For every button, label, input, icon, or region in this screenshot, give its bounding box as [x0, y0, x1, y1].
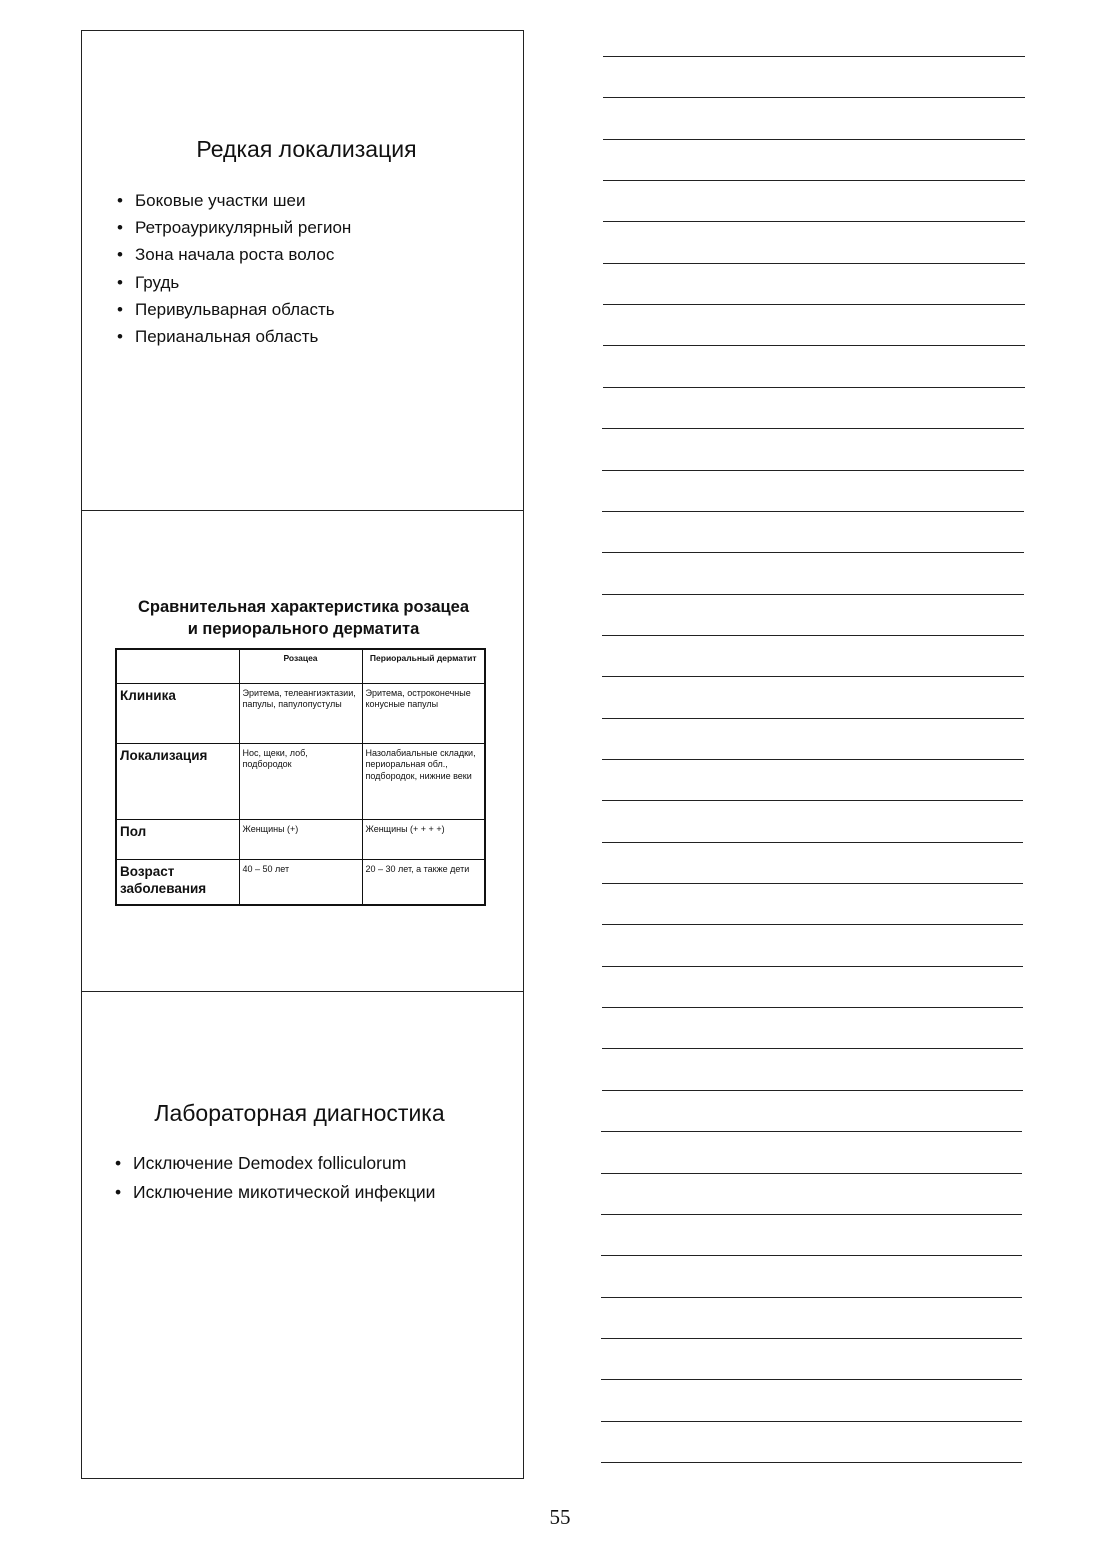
table-row [116, 859, 485, 905]
slide-lab-diagnostics [82, 992, 523, 1480]
slide-title: Редкая локализация [196, 136, 417, 162]
note-line [601, 1421, 1022, 1422]
note-line [602, 1007, 1023, 1008]
note-line [602, 883, 1023, 884]
list-item: • Перианальная область [115, 323, 351, 350]
bullet-list [115, 187, 351, 350]
header-cell-rosacea: Розацеа [239, 649, 362, 683]
note-line [601, 1379, 1022, 1380]
table-cell: 20 – 30 лет, а также дети [362, 859, 485, 905]
note-line [602, 1048, 1023, 1049]
note-line [602, 428, 1024, 429]
table-cell: Эритема, телеангиэктазии, папулы, папулопустулы [239, 683, 362, 743]
note-line [602, 966, 1023, 967]
table-header-row [116, 649, 485, 683]
note-line [603, 56, 1025, 57]
list-item: • Исключение Demodex folliculorum [113, 1149, 435, 1178]
note-line [603, 387, 1025, 388]
note-line [602, 800, 1023, 801]
note-line [601, 1338, 1022, 1339]
note-line [602, 1090, 1023, 1091]
note-line [601, 1462, 1022, 1463]
note-line [601, 1214, 1022, 1215]
slide-comparison [82, 511, 523, 992]
table-cell: Женщины (+ + + +) [362, 819, 485, 859]
note-line [602, 470, 1024, 471]
note-line [602, 635, 1024, 636]
note-line [601, 1131, 1022, 1132]
row-label: Пол [116, 819, 239, 859]
slide-title-line-1: Сравнительная характеристика розацеа [137, 598, 470, 616]
list-item: • Ретроаурикулярный регион [115, 214, 351, 241]
note-line [602, 511, 1024, 512]
row-label: Возраст заболевания [116, 859, 239, 905]
table-cell: Эритема, остроконечные конусные папулы [362, 683, 485, 743]
table-cell: Назолабиальные складки, периоральная обл., подбородок, нижние веки [362, 743, 485, 819]
note-line [602, 842, 1023, 843]
note-line [602, 718, 1024, 719]
note-line [602, 594, 1024, 595]
bullet-list [113, 1149, 435, 1206]
note-line [602, 759, 1024, 760]
header-cell-perioral: Периоральный дерматит [362, 649, 485, 683]
note-line [603, 345, 1025, 346]
note-line [601, 1297, 1022, 1298]
list-item: • Зона начала роста волос [115, 241, 351, 268]
table-row [116, 683, 485, 743]
page-number: 55 [549, 1505, 571, 1529]
table-cell: Нос, щеки, лоб, подбородок [239, 743, 362, 819]
slide-rare-localization [82, 31, 523, 511]
list-item: • Перивульварная область [115, 296, 351, 323]
list-item: • Исключение микотической инфекции [113, 1178, 435, 1207]
row-label: Клиника [116, 683, 239, 743]
note-line [603, 263, 1025, 264]
note-line [602, 924, 1023, 925]
list-item: • Боковые участки шеи [115, 187, 351, 214]
note-line [603, 97, 1025, 98]
note-line [602, 676, 1024, 677]
slide-title: Лабораторная диагностика [154, 1100, 445, 1126]
table-row [116, 819, 485, 859]
slide-title [82, 596, 523, 640]
note-line [602, 552, 1024, 553]
slides-column [81, 30, 524, 1479]
list-item: • Грудь [115, 269, 351, 296]
note-line [603, 180, 1025, 181]
slide-title-line-2: и периорального дерматита [187, 620, 420, 638]
table-cell: Женщины (+) [239, 819, 362, 859]
table-cell: 40 – 50 лет [239, 859, 362, 905]
row-label: Локализация [116, 743, 239, 819]
note-line [601, 1255, 1022, 1256]
header-cell-empty [116, 649, 239, 683]
note-line [603, 221, 1025, 222]
table-row [116, 743, 485, 819]
note-line [603, 304, 1025, 305]
note-line [601, 1173, 1022, 1174]
note-line [603, 139, 1025, 140]
comparison-table [115, 648, 486, 906]
